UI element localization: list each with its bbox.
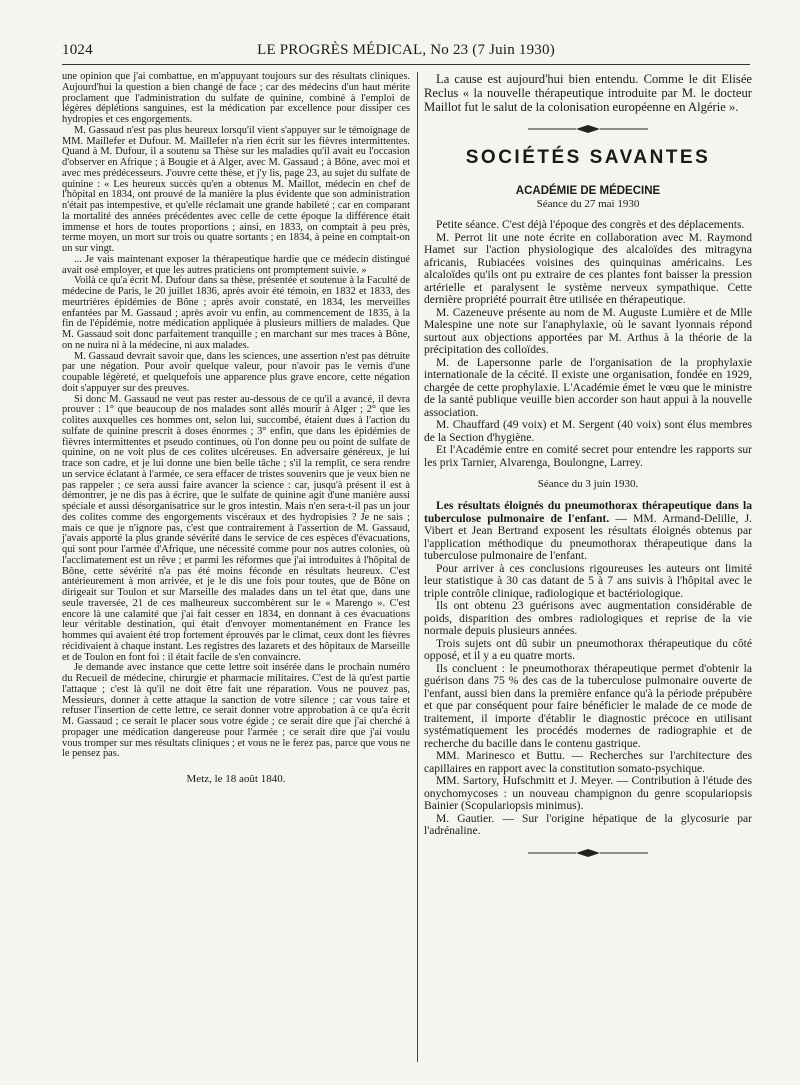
session-date: Séance du 27 mai 1930 (536, 197, 640, 210)
paragraph: M. de Lapersonne parle de l'organisation de la prophylaxie internationale de la cécité. Il existe une organisation, fondée en 1929, chargée de cette prophylaxie. L'Académie émet le vœu que le ministre de la santé publique veuille bien accorder son haut appui à la nouvelle association. (424, 355, 752, 419)
signature-line: Metz, le 18 août 1840. (186, 773, 286, 785)
paragraph: MM. Marinesco et Buttu. — Recherches sur l'architecture des capillaires en rapport avec la constitution somato-psychique. (424, 749, 752, 775)
paragraph: Trois sujets ont dû subir un pneumothorax thérapeutique du côté opposé, et il y a eu quatre morts. (424, 636, 752, 663)
section-title: SOCIÉTÉS SAVANTES (465, 147, 711, 169)
column-divider (417, 72, 418, 1062)
left-column (62, 72, 410, 785)
paragraph: MM. Sartory, Hufschmitt et J. Meyer. — Contribution à l'étude des onychomycoses : un nouveau champignon du genre scopulariopsis Bainier (Scopulariopsis minimus). (424, 774, 752, 813)
ornament-divider (424, 848, 752, 859)
paragraph: Pour arriver à ces conclusions rigoureuses les auteurs ont limité leur statistique à 30 cas datant de 5 à 7 ans suivis à l'hôpital avec le triple contrôle clinique, radiologique et bactériologique. (424, 561, 752, 600)
header-rule (62, 64, 750, 65)
paragraph: M. Perrot lit une note écrite en collaboration avec M. Raymond Hamet sur l'action physiologique des alcaloïdes des mitragyna africanis, Rubiacées voisines des quinquinas américains. Les alcaloïdes qu'ils ont pu extraire de ces plantes font baisser la pression artérielle et paralysent le système nerveux sympathique. Cette dernière propriété pourrait être utilisée en thérapeutique. (424, 230, 752, 307)
paragraph: Voilà ce qu'a écrit M. Dufour dans sa thèse, présentée et soutenue à la Faculté de médecine de Paris, le 20 juillet 1836, après avoir été témoin, en 1832 et 1833, des meurtrières épidémies de Bône ; après avoir constaté, en 1834, les merveilles enfantées par M. Gassaud ; après avoir vu enfin, au commencement de 1835, à la fin de l'épidémie, notre médication appliquée à plusieurs milliers de malades. Que M. Gassaud soit donc parfaitement tranquille ; en marchant sur mes traces à Bône, on ne nuira ni à la médecine, ni aux malades. (62, 275, 410, 351)
paragraph: M. Cazeneuve présente au nom de M. Auguste Lumière et de Mlle Malespine une note sur l'anaphylaxie, où le savant lyonnais répond surtout aux objections apportées par M. Arthus à la théorie de la précipitation des colloïdes. (424, 305, 752, 357)
page-header (62, 42, 750, 64)
journal-title: LE PROGRÈS MÉDICAL, No 23 (7 Juin 1930) (257, 42, 555, 58)
paragraph: Ils concluent : le pneumothorax thérapeutique permet d'obtenir la guérison dans 75 % des cas de la tuberculose pulmonaire ouverte de l'enfant, aussi bien dans la première enfance qu'à la période prépubère et que par conséquent pour faire bénéficier le malade de ce mode de traitement, il importe d'établir le diagnostic précoce en utilisant systématiquement les procédés modernes de radiographie et de recherche du bacille dans le contenu gastrique. (424, 661, 752, 750)
session-date: Séance du 3 juin 1930. (537, 478, 639, 491)
paragraph: M. Chauffard (49 voix) et M. Sergent (40 voix) sont élus membres de la Section d'hygiène. (424, 418, 752, 444)
ornament-icon (528, 124, 648, 134)
paragraph: Je demande avec instance que cette lettre soit insérée dans le prochain numéro du Recueil de médecine, chirurgie et pharmacie militaires. C'est de là qu'est partie l'attaque ; c'est là qu'il ne doit être fait une réparation. Vous ne pouvez pas, Messieurs, donner à cette attaque la sanction de votre silence ; car vous taire et refuser l'insertion de cette lettre, ce serait donner votre approbation à ce qu'a écrit M. Gassaud ; ce serait le placer sous votre égide ; ce serait dire que j'ai cherché à propager une médication dangereuse pour l'armée ; ce serait dire que j'ai voulu vous tromper sur mes résultats cliniques ; et vous ne le ferez pas, parce que vous ne le pensez pas. (62, 662, 410, 760)
article-body: — MM. Armand-Delille, J. Vibert et Jean Bertrand exposent les résultats éloignés obtenus par l'application méthodique du pneumothorax thérapeutique dans la tuberculose pulmonaire de l'enfant. (424, 511, 753, 563)
academy-heading: ACADÉMIE DE MÉDECINE (515, 184, 661, 197)
lead-paragraph: La cause est aujourd'hui bien entendu. Comme le dit Elisée Reclus « la nouvelle thérapeutique introduite par M. le docteur Maillot fut le salut de la colonisation européenne en Algérie ». (424, 72, 752, 114)
ornament-divider (424, 124, 752, 135)
paragraph: Et l'Académie entre en comité secret pour entendre les rapports sur les prix Tarnier, Alvarenga, Boulongne, Larrey. (424, 443, 752, 469)
paragraph: Si donc M. Gassaud ne veut pas rester au-dessous de ce qu'il a avancé, il devra prouver : 1° que beaucoup de nos malades sont allés mourir à Alger ; 2° que les colites auxquelles ces hommes ont, selon lui, succombé, étaient dues à l'action du sulfate de quinine prescrit à doses énormes ; 3° enfin, que dans les épidémies de fièvres intermittentes et pseudo continues, où l'on donne peu ou point de sulfate de quinine, on ne voit plus de ces colites ulcéreuses. En adversaire généreux, je lui trace son cadre, et je lui donne une bien belle tâche ; s'il la remplit, ce sera rendre un service éclatant à l'armée, ce sera effacer de tristes souvenirs que je veux bien ne pas rappeler ; ce sera aussi faire avancer la science : car, jusqu'à présent il est à démontrer, je ne dis pas à écrire, que le sulfate de quinine agit d'une manière aussi spéciale et aussi désorganisatrice sur le gros intestin. Mais n'en sera-t-il pas un jour des colites comme des engorgements viscéraux et des hydropisies ? Je ne sais ; mais ce que je n'ignore pas, c'est que contrairement à l'assertion de M. Gassaud, j'avais apporté la plus grande sévérité dans le service de ces espèces d'évacuations, qui sont pour l'armée d'Afrique, une nécessité comme pour nos autres colonies, où l'acclimatement est un rêve ; et parmi les réformes que j'ai introduites à l'hôpital de Bône, cette sévérité n'a pas été moins féconde en résultats heureux. C'est antérieurement à mon arrivée, et je le dis une fois pour toutes, que de Bône on dirigeait sur Toulon et sur Marseille des malades dans un tel état que, dans une seule traversée, 21 de ces malheureux succombèrent sur le « Marengo ». C'est encore là une calamité que j'ai fait cesser en 1834, en donnant à ces évacuations leur véritable destination, qui était d'envoyer momentanément en France les hommes qui avaient été trop fortement éprouvés par le climat, ceux dont les fièvres récidivaient à chaque instant. Les registres des lazarets et des hôpitaux de Marseille et de Toulon en font foi : il était facile de s'en convaincre. (62, 393, 410, 663)
ornament-icon (528, 848, 648, 858)
paragraph: Petite séance. C'est déjà l'époque des congrès et des déplacements. (436, 218, 745, 232)
page-number: 1024 (62, 42, 93, 58)
paragraph: Ils ont obtenu 23 guérisons avec augmentation considérable de poids, disparition des ombres radiologiques et reprise de la vie normale depuis plusieurs années. (424, 599, 752, 638)
paragraph: M. Gassaud n'est pas plus heureux lorsqu'il vient s'appuyer sur le témoignage de MM. Maillefer et Dufour. M. Maillefer n'a rien écrit sur les fièvres intermittentes. Quand à M. Dufour, il a soutenu sa Thèse sur les maladies qu'il avait eu l'occasion d'observer en Afrique ; à Bougie et à Alger, avec M. Gassaud ; à Bône, avec moi et avec mes prédécesseurs. J'ouvre cette thèse, et j'y lis, page 23, au sujet du sulfate de quinine : « Les heureux succès qu'en a obtenus M. Maillot, médecin en chef de l'hôpital en 1834, ont prouvé de la manière la plus évidente que son administration n'était pas intempestive, et qu'elle réclamait une grande habileté ; car en comparant la mortalité des années précédentes avec celle de cette époque la différence était immense et hors de toutes proportions ; ainsi, en 1833, on comptait à peu près, terme moyen, un mort sur trois ou quatre sortants ; en 1834, à peine en comptait-on un sur vingt. (62, 124, 410, 254)
right-column (424, 72, 752, 867)
paragraph: M. Gautier. — Sur l'origine hépatique de la glycosurie par l'adrénaline. (424, 811, 752, 838)
paragraph: M. Gassaud devrait savoir que, dans les sciences, une assertion n'est pas détruite par une négation. Pour avoir quelque valeur, pour n'avoir pas le vernis d'une coupable légèreté, et quelquefois une apparence plus grave encore, cette négation doit s'appuyer sur des preuves. (62, 350, 410, 394)
paragraph: une opinion que j'ai combattue, en m'appuyant toujours sur des résultats cliniques. Aujourd'hui la question a bien changé de face ; car des médecins d'un haut mérite proclament que l'administration du sulfate de quinine, combiné à l'emploi de légères déplétions sanguines, est la médication par excellence pour dissiper ces hydropies et ces engorgements. (62, 71, 410, 125)
paragraph: ... Je vais maintenant exposer la thérapeutique hardie que ce médecin distingué avait osé employer, et que les autres praticiens ont promptement suivie. » (62, 253, 410, 276)
paragraph (424, 500, 752, 563)
article-title: Les résultats éloignés du pneumothorax thérapeutique dans la tuberculose pulmonaire de l'enfant. (424, 499, 752, 525)
